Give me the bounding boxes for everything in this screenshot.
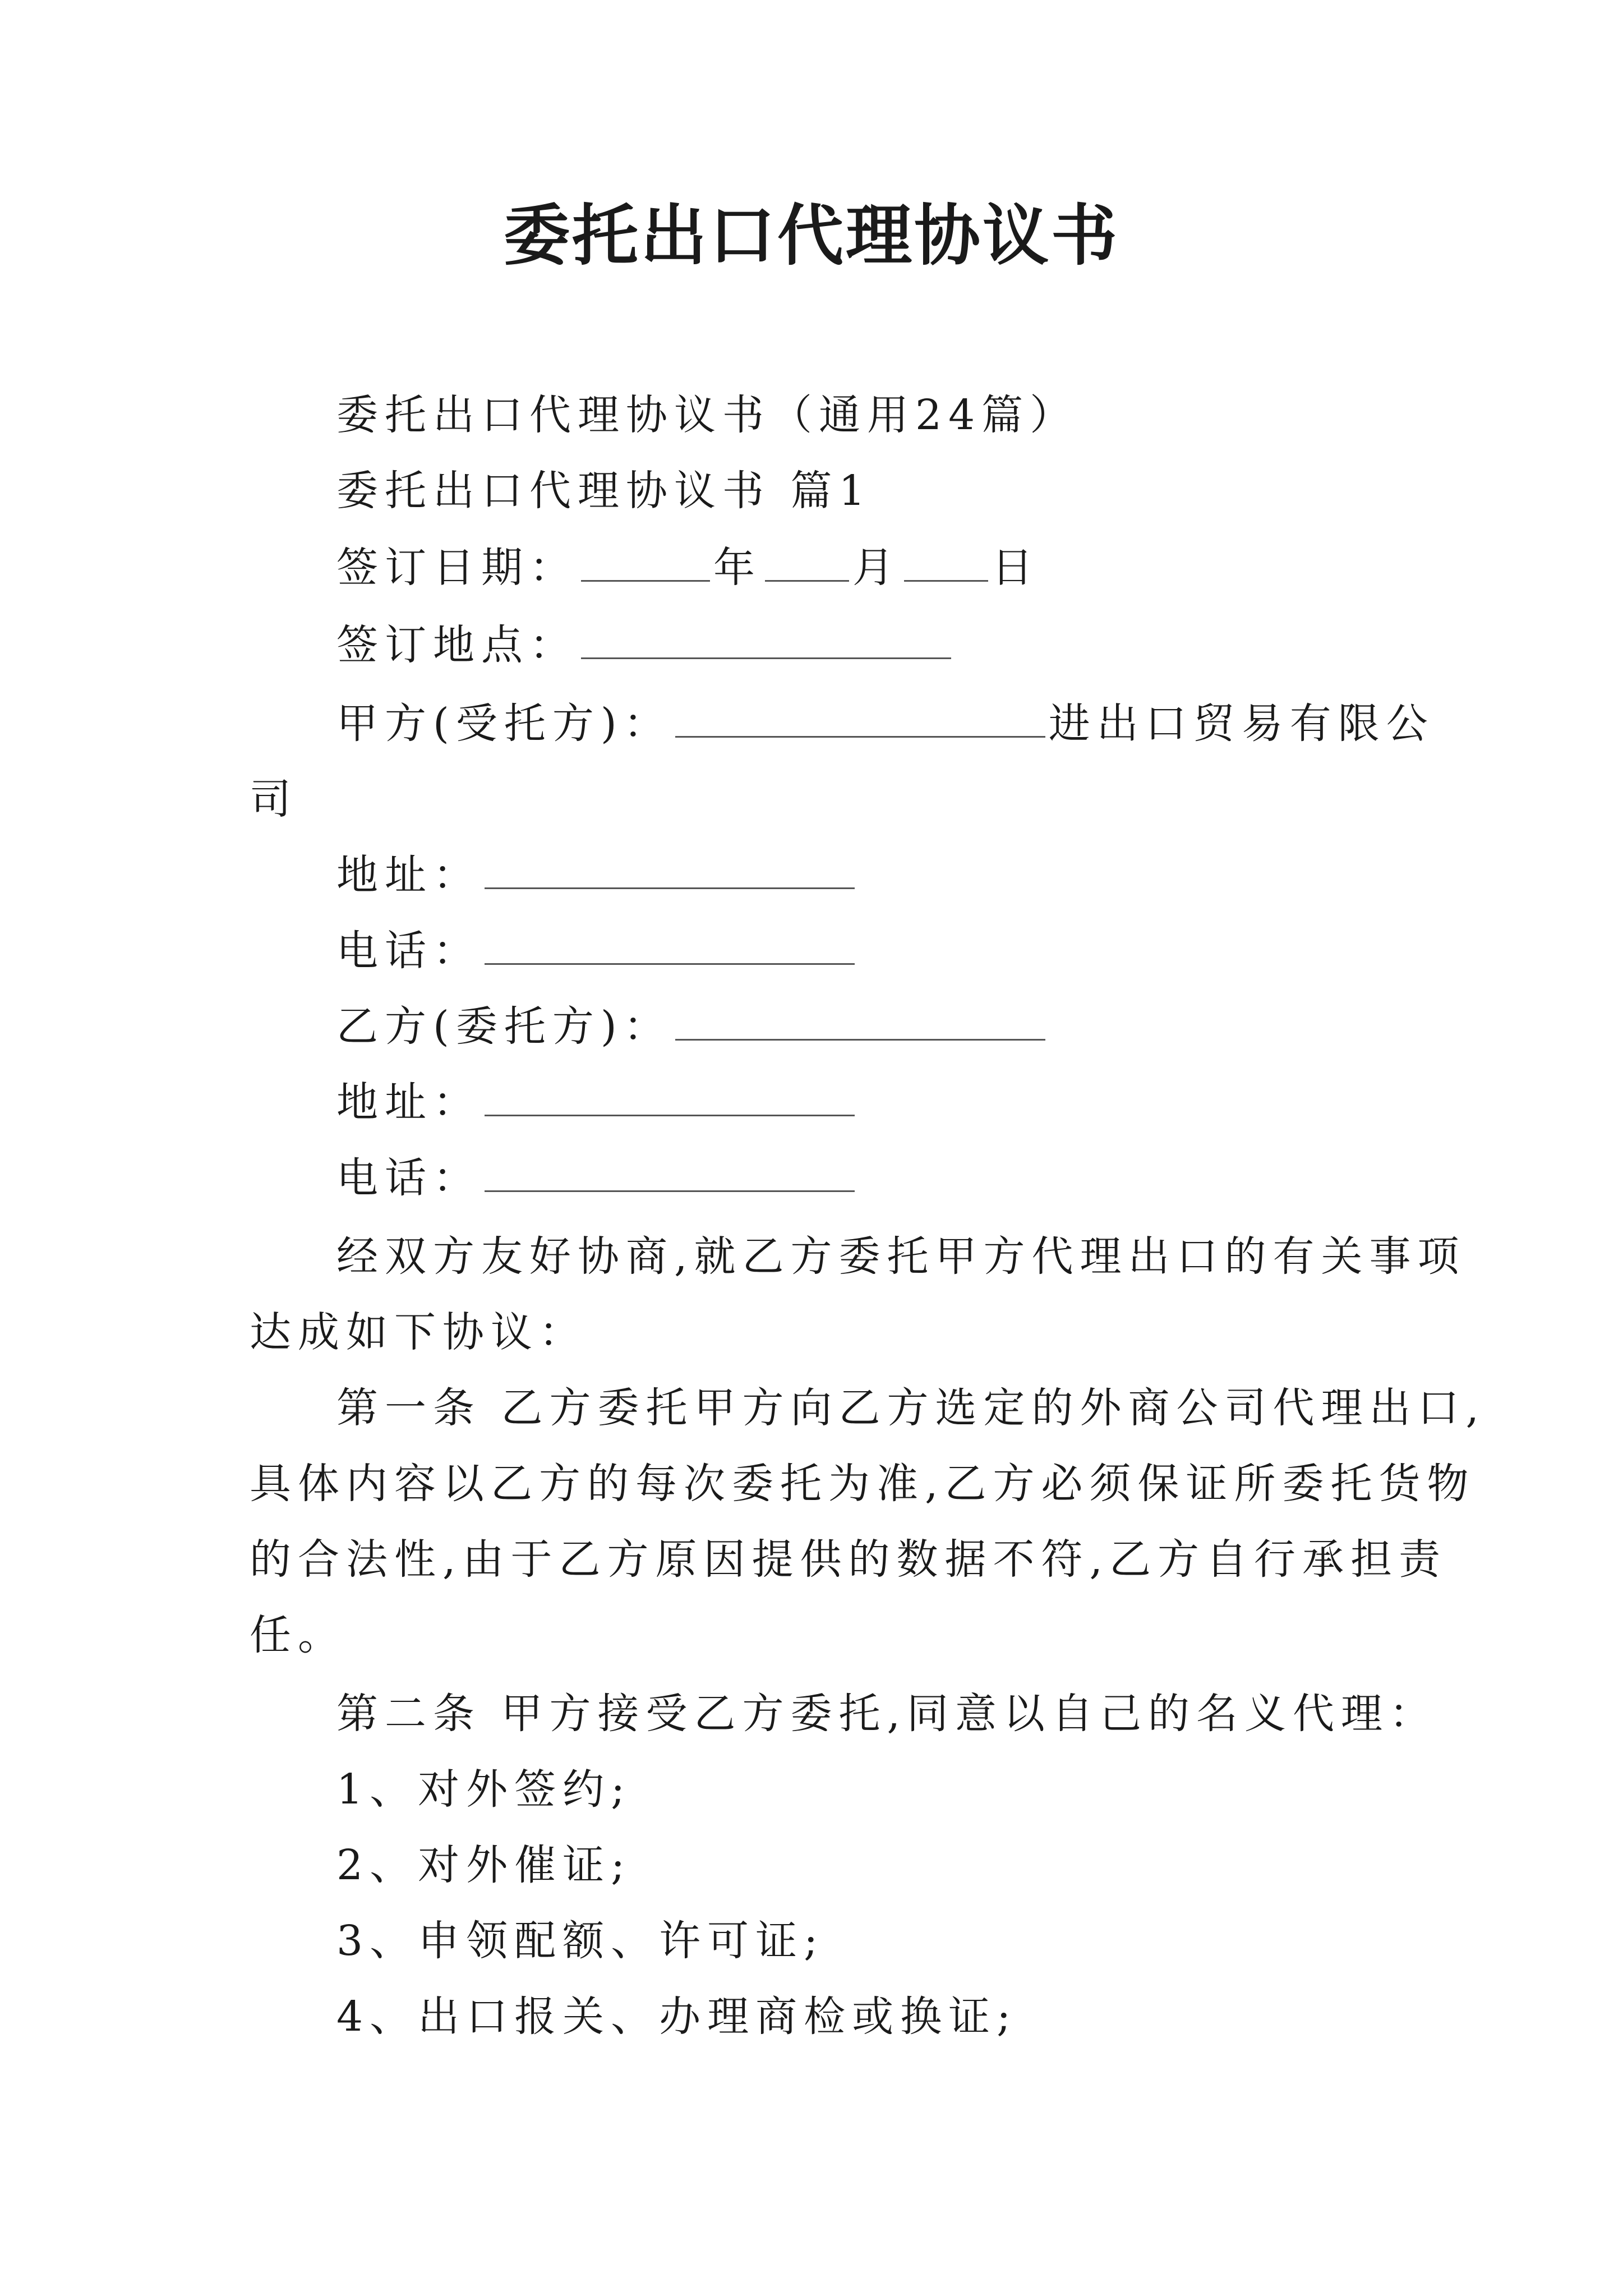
party-b-address-label: 地址： <box>336 1078 481 1126</box>
party-a-address-line <box>336 847 858 903</box>
article2-item: 1、对外签约; <box>336 1765 632 1814</box>
sign-date-label: 签订日期： <box>336 544 578 592</box>
sign-place-blank <box>581 623 951 659</box>
party-a-label: 甲方(受托方)： <box>336 700 672 748</box>
party-a-phone-line <box>336 923 858 979</box>
party-a-phone-label: 电话： <box>336 927 481 975</box>
article2-line-1: 第二条 甲方接受乙方委托,同意以自己的名义代理： <box>336 1690 1438 1738</box>
party-a-suffix: 进出口贸易有限公 <box>1048 700 1435 748</box>
party-a-address-label: 地址： <box>336 851 481 899</box>
article1-line-3: 的合法性,由于乙方原因提供的数据不符,乙方自行承担责 <box>250 1535 1447 1584</box>
article1-line-4: 任。 <box>250 1611 346 1659</box>
sign-place-label: 签订地点： <box>336 621 578 669</box>
party-b-phone-line <box>336 1150 858 1206</box>
party-b-phone-blank <box>485 1156 855 1192</box>
year-label: 年 <box>713 544 762 592</box>
party-b-blank <box>675 1004 1045 1041</box>
article2-item: 3、申领配额、许可证; <box>336 1917 825 1965</box>
party-b-address-blank <box>485 1080 855 1116</box>
year-blank <box>581 545 710 582</box>
sign-date-line <box>336 540 1040 596</box>
sign-place-line <box>336 617 955 673</box>
party-b-phone-label: 电话： <box>336 1154 481 1202</box>
day-blank <box>904 545 988 582</box>
article2-item: 2、对外催证; <box>336 1841 632 1889</box>
party-b-label: 乙方(委托方)： <box>336 1002 672 1051</box>
party-b-address-line <box>336 1074 858 1130</box>
article-heading: 委托出口代理协议书 篇1 <box>336 467 872 515</box>
month-blank <box>765 545 849 582</box>
intro-line-2: 达成如下协议： <box>250 1308 587 1356</box>
intro-line-1: 经双方友好协商,就乙方委托甲方代理出口的有关事项 <box>336 1232 1466 1281</box>
document-subtitle: 委托出口代理协议书（通用24篇） <box>336 391 1078 439</box>
article2-item: 4、出口报关、办理商检或换证; <box>336 1993 1018 2041</box>
article1-line-1: 第一条 乙方委托甲方向乙方选定的外商公司代理出口, <box>336 1384 1486 1432</box>
party-b-line <box>336 999 1049 1055</box>
party-a-blank <box>675 701 1045 738</box>
party-a-suffix-wrap: 司 <box>250 775 298 823</box>
document-title: 委托出口代理协议书 <box>503 196 1119 274</box>
party-a-line <box>336 696 1435 752</box>
month-label: 月 <box>852 544 901 592</box>
article1-line-2: 具体内容以乙方的每次委托为准,乙方必须保证所委托货物 <box>250 1460 1476 1508</box>
party-a-address-blank <box>485 853 855 889</box>
day-label: 日 <box>992 544 1040 592</box>
party-a-phone-blank <box>485 928 855 965</box>
